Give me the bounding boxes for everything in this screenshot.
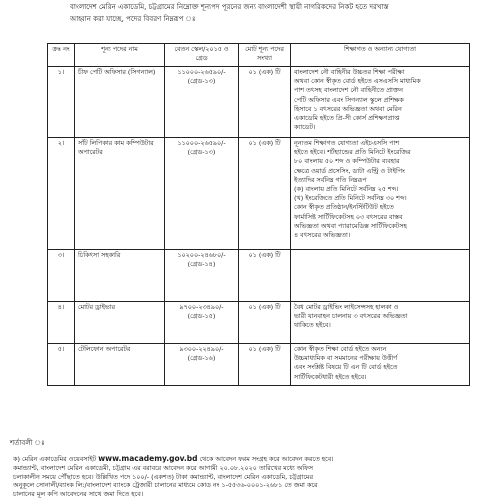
- qualification-line: কোন স্বীকৃত শিক্ষা বোর্ড হইতে অন্যন: [294, 345, 387, 353]
- qualification-line: ইত্যাদির সর্বনিম্ন গতি নিম্নরূপ: [294, 175, 367, 184]
- qualification-line: পাশ তৎসহ বাংলাদেশ নৌ বাহিনীতে প্রাক্তন: [294, 86, 403, 95]
- pay-scale-cell: ৯৩০০-২২৪৯০/- (গ্রেড-১৬): [165, 344, 239, 386]
- intro-text: [70, 2, 470, 25]
- qualification-line: ৪ বৎসরের অভিজ্ঞতা।: [294, 231, 351, 240]
- serial-cell: ৪।: [48, 302, 75, 344]
- serial-cell: ৫।: [48, 344, 75, 386]
- post-name-cell: সাঁট লিপিকার কাম কম্পিউটার অপারেটর: [75, 138, 165, 250]
- terms-item-1: [13, 455, 475, 464]
- header-qualification: শিক্ষাগত ও অন্যান্য যোগ্যতা: [291, 44, 470, 67]
- pay-scale-cell: ১১০০০-২৬৫৯০/- (গ্রেড-১৩): [165, 138, 239, 250]
- terms-line-4: অনুকূলে সোনালী/ব্যাংক লি:/বাংলাদেশ ব্যাংকে ট্রেজারী চালানের মাধ্যমে কোড নং ১-৫৫৩৬-০০০১-২৬৮১ তে জমা করে: [13, 481, 318, 490]
- qualification-line: একাডেমি হইতে প্রি-সী কোর্স প্রশিক্ষণপ্রাপ্ত: [294, 114, 400, 123]
- vacancy-count-cell: ০১ (এক) টি: [239, 250, 291, 302]
- header-vacancy-count: মোট শূন্য পদের সংখ্যা: [239, 44, 291, 67]
- table-row: [48, 250, 470, 302]
- pay-scale-cell: ১১০০০-২৬৫৯০/- (গ্রেড-১৩): [165, 67, 239, 138]
- qualification-cell: [291, 344, 470, 386]
- vacancy-table: [47, 43, 470, 386]
- qualification-cell: [291, 138, 470, 250]
- terms-item-1-prefix: ক) মেরিন একাডেমির ওয়েবসাইট: [13, 455, 97, 463]
- qualification-line: থাকিতে হইবে।: [294, 321, 331, 330]
- pay-scale-cell: ১০২০০-২৪৬৮০/- (গ্রেড-১৪): [165, 250, 239, 302]
- terms-title: শর্তাবলী ঃ: [10, 439, 45, 447]
- table-row: [48, 302, 470, 344]
- table-header-row: [48, 44, 470, 67]
- qualification-line: ক্ষেত্রে ওয়ার্ড প্রসেসিং, ডাটা এন্ট্রি ও টাইপিং: [294, 166, 405, 175]
- qualification-line: এবং সংশ্লিষ্ট বিষয়ে টি এন টি বোর্ড হইতে: [294, 363, 398, 372]
- qualification-cell: [291, 67, 470, 138]
- serial-cell: ২।: [48, 138, 75, 250]
- qualification-cell: [291, 302, 470, 344]
- terms-item-1-suffix: থেকে আবেদন ফরম সংগ্রহ করে আবেদন করতে হবে।: [199, 455, 334, 463]
- qualification-line: হইতে হইবে। শর্টহ্যান্ডের প্রতি মিনিটে ইংরেজির: [294, 148, 411, 157]
- qualification-line: ফার্মাসিষ্ট সার্টিফিকেটসহ ০৩ বৎসরের বাস্তব: [294, 212, 403, 221]
- terms-line-5: চালানের মূল কপি আবেদনের সাথে জমা দিতে হবে।: [13, 490, 144, 499]
- qualification-line: কোন স্বীকৃত প্রতিষ্ঠান/ইনস্টিটিউট হইতে: [294, 203, 394, 212]
- post-name-cell: চিকিৎসা সহকারি: [75, 250, 165, 302]
- header-post: শূন্য পদের নাম: [75, 44, 165, 67]
- qualification-line: উচ্চমাধ্যমিক বা সমমানের পরীক্ষায় উত্তীর্ণ: [294, 354, 398, 363]
- vacancy-count-cell: ০১ (এক) টি: [239, 302, 291, 344]
- table-row: [48, 344, 470, 386]
- qualification-line: (খ) ইংরেজিতে প্রতি মিনিটে সর্বনিম্ন ৩০ শব্দ।: [294, 194, 407, 203]
- pay-scale-cell: ৯৭০০-২৩৪৯০/- (গ্রেড-১৫): [165, 302, 239, 344]
- serial-cell: ৩।: [48, 250, 75, 302]
- post-name-cell: মোটর ড্রাইভার: [75, 302, 165, 344]
- terms-body: [13, 455, 475, 499]
- qualification-line: সার্টিফিকেটধারী হইতে হইবে।: [294, 372, 367, 381]
- serial-cell: ১।: [48, 67, 75, 138]
- qualification-line: বৈধ মোটর ড্রাইভিং লাইসেন্সসহ হালকা ও: [294, 303, 399, 311]
- vacancy-count-cell: ০১ (এক) টি: [239, 67, 291, 138]
- qualification-line: ক্যাডেট।: [294, 123, 316, 132]
- post-name-cell: চীফ পেটি অফিসার (সিগন্যাল): [75, 67, 165, 138]
- terms-line-2: কমান্ড্যান্ট, বাংলাদেশ মেরিন একাডেমী, চট্টগ্রাম এর বরাবরে আবেদন করে আগামী ২০.০৮.২০২০ তারিখের মধ্যে অফিস: [13, 463, 313, 472]
- qualification-line: অথবা কোন স্বীকৃত বোর্ড হইতে এসএসসি মাধ্যমিক: [294, 77, 421, 86]
- website-link[interactable]: www.macademy.gov.bd: [98, 455, 198, 463]
- vacancy-count-cell: ০১ (এক) টি: [239, 344, 291, 386]
- vacancy-count-cell: ০১ (এক) টি: [239, 138, 291, 250]
- table-row: [48, 138, 470, 250]
- qualification-cell: [291, 250, 470, 302]
- header-pay-scale: বেতন স্কেল/২০১৫ ও গ্রেড: [165, 44, 239, 67]
- table-row: [48, 67, 470, 138]
- qualification-line: বাংলাদেশ নৌ বাহিনীর উচ্চতর শিক্ষা পরীক্ষা: [294, 68, 405, 76]
- qualification-line: নূন্যতম শিক্ষাগত যোগ্যতা এইচএসসি পাশ: [294, 139, 400, 147]
- qualification-line: ভারী যানবাহন চালনায় ৩ বৎসরের অভিজ্ঞতা: [294, 312, 408, 321]
- post-name-cell: টেলিফোন অপারেটর: [75, 344, 165, 386]
- qualification-line: অভিজ্ঞতা অথবা প্যারামেডিক্স সার্টিফিকেটসহ: [294, 221, 407, 230]
- intro-line-2: আহ্বান করা যাচ্ছে, পদের বিবরণ নিম্নরূপ ঃ: [70, 14, 196, 23]
- header-serial: ক্রঃ নং: [48, 44, 75, 67]
- qualification-line: ৮০ বাংলায় ৫০ শব্দ ও কম্পিউটার ব্যবহার: [294, 157, 400, 166]
- terms-line-3: চলাকালীন সময়ে পৌঁছাতে হবে। উল্লিখিত পদে ১০০/- (একশত) টাকা কমান্ড্যান্ট, বাংলাদেশ মেরিন একাডেমি, চট্টগ্রামের: [13, 472, 313, 481]
- qualification-line: (ক) বাংলায় প্রতি মিনিটে সর্বনিম্ন ২৫ শব্দ।: [294, 185, 399, 194]
- qualification-line: পেটি অফিসার এবং সিগন্যাল স্কুলে প্রশিক্ষক: [294, 95, 404, 104]
- qualification-line: হিসাবে ১ বৎসরের অভিজ্ঞতা অথবা মেরিন: [294, 104, 402, 113]
- intro-line-1: বাংলাদেশ মেরিন একাডেমি, চট্টগ্রামের নিম্নোক্ত শূন্যপদ পূরনের জন্য বাংলাদেশী স্থায়ী নাগরিকদের নিকট হতে দরখাস্ত: [70, 3, 389, 11]
